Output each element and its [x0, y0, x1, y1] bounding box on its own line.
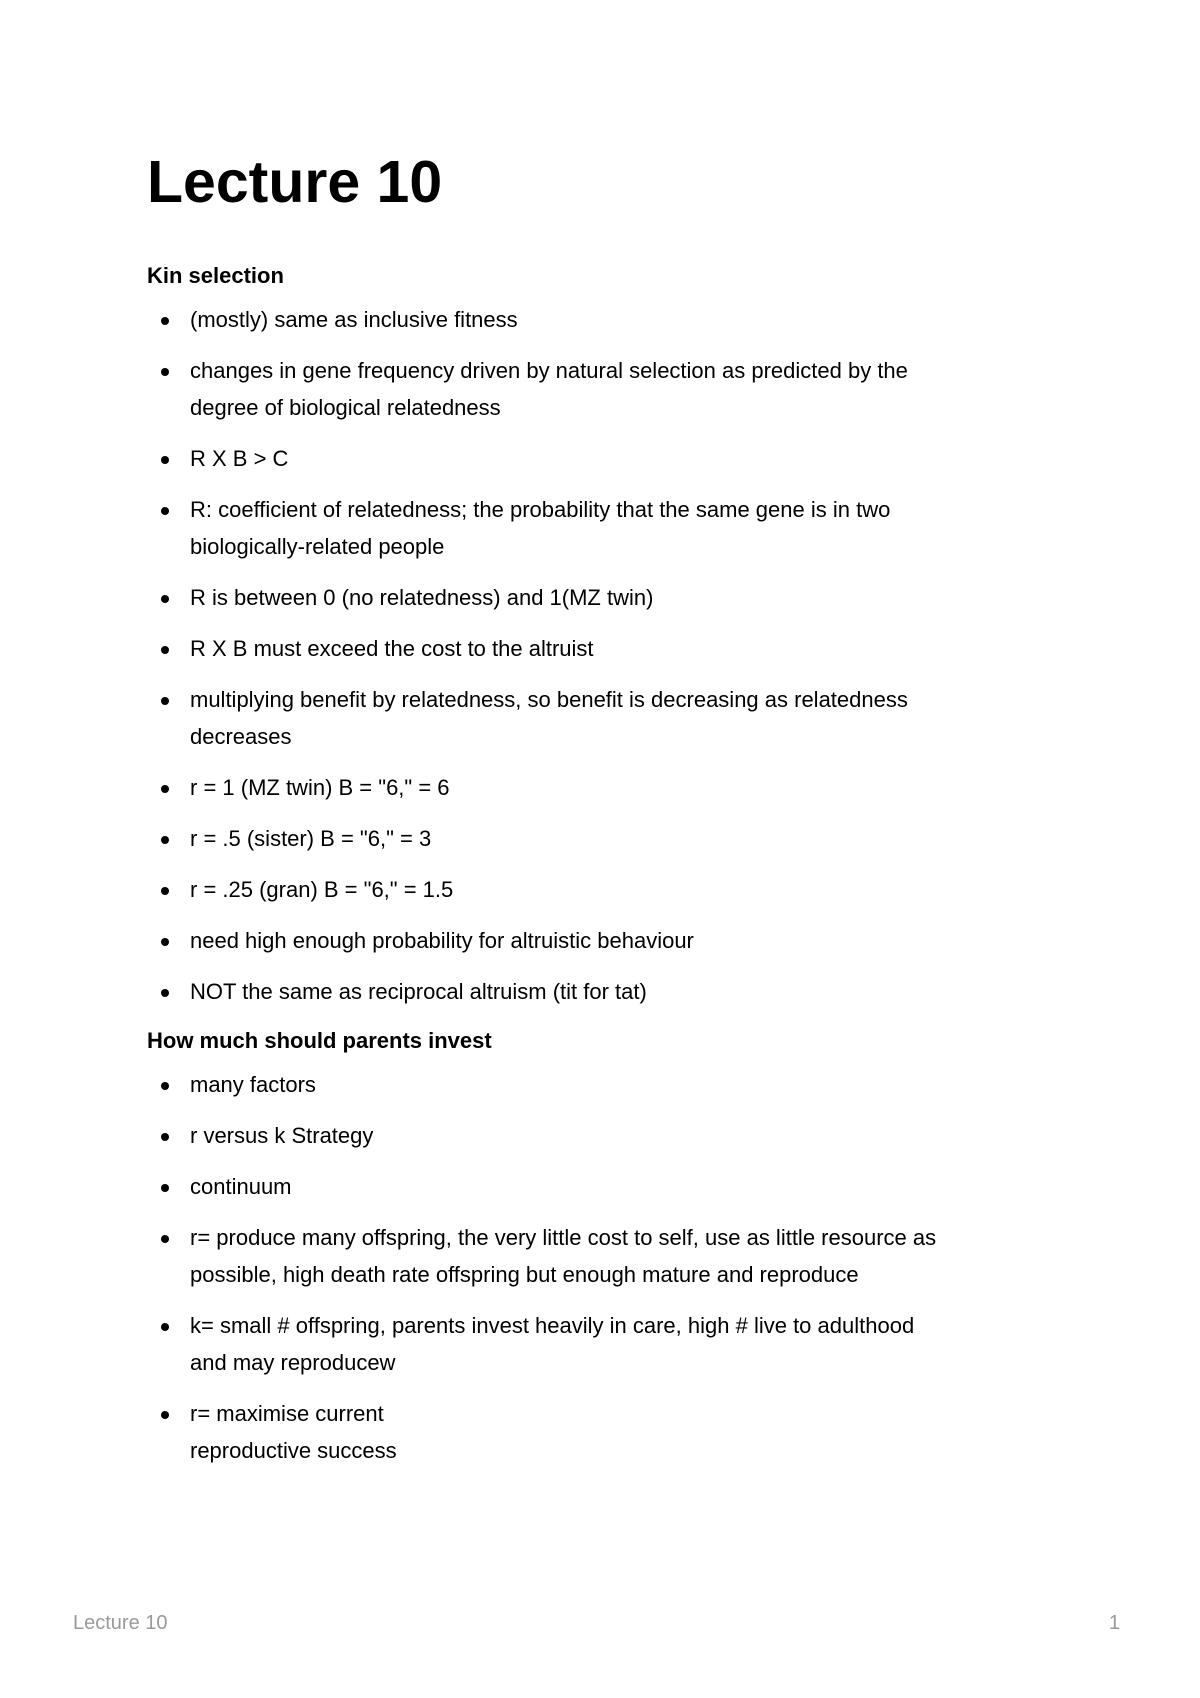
footer-page-number: 1 [1108, 1612, 1120, 1634]
list-item [147, 579, 1067, 616]
bullet-dot-icon [161, 595, 169, 603]
list-item [147, 871, 1067, 908]
list-item [147, 1395, 1067, 1469]
list-item [147, 1219, 1067, 1293]
list-item-text: multiplying benefit by relatedness, so benefit is decreasing as relatedness decreases [190, 687, 908, 749]
bullet-dot-icon [161, 368, 169, 376]
list-item-text: R is between 0 (no relatedness) and 1(MZ twin) [190, 585, 654, 610]
list-item-text: many factors [190, 1072, 316, 1097]
bullet-dot-icon [161, 456, 169, 464]
bullet-dot-icon [161, 1235, 169, 1243]
list-item-text: continuum [190, 1174, 292, 1199]
bullet-dot-icon [161, 1184, 169, 1192]
bullet-dot-icon [161, 887, 169, 895]
list-item-text: R X B > C [190, 446, 289, 471]
page-title: Lecture 10 [147, 149, 443, 215]
bullet-dot-icon [161, 317, 169, 325]
list-item [147, 1066, 1067, 1103]
list-item [147, 1307, 1067, 1381]
list-item [147, 1117, 1067, 1154]
parental-investment-list [147, 1066, 1067, 1469]
list-item [147, 973, 1067, 1010]
list-item-text: r = .5 (sister) B = "6," = 3 [190, 826, 432, 851]
list-item [147, 769, 1067, 806]
bullet-dot-icon [161, 836, 169, 844]
list-item [147, 922, 1067, 959]
bullet-dot-icon [161, 1323, 169, 1331]
list-item-text: k= small # offspring, parents invest heavily in care, high # live to adulthood and may reproducew [190, 1313, 915, 1375]
bullet-dot-icon [161, 697, 169, 705]
bullet-dot-icon [161, 507, 169, 515]
list-item [147, 352, 1067, 426]
list-item-text: r versus k Strategy [190, 1123, 374, 1148]
list-item [147, 1168, 1067, 1205]
list-item [147, 820, 1067, 857]
list-item-text: (mostly) same as inclusive fitness [190, 307, 518, 332]
list-item [147, 630, 1067, 667]
section-heading-parental-investment: How much should parents invest [147, 1028, 492, 1053]
list-item-text: r = 1 (MZ twin) B = "6," = 6 [190, 775, 450, 800]
list-item [147, 440, 1067, 477]
list-item [147, 681, 1067, 755]
list-item [147, 491, 1067, 565]
list-item-text: R: coefficient of relatedness; the probability that the same gene is in two biologically-related people [190, 497, 891, 559]
list-item [147, 301, 1067, 338]
section-heading-kin-selection: Kin selection [147, 263, 284, 288]
list-item-text: r= maximise current reproductive success [190, 1401, 397, 1463]
bullet-dot-icon [161, 1133, 169, 1141]
list-item-text: NOT the same as reciprocal altruism (tit for tat) [190, 979, 647, 1004]
bullet-dot-icon [161, 785, 169, 793]
list-item-text: r= produce many offspring, the very little cost to self, use as little resource as possible, high death rate offspring but enough mature and reproduce [190, 1225, 937, 1287]
bullet-dot-icon [161, 646, 169, 654]
list-item-text: R X B must exceed the cost to the altruist [190, 636, 594, 661]
list-item-text: need high enough probability for altruistic behaviour [190, 928, 694, 953]
list-item-text: r = .25 (gran) B = "6," = 1.5 [190, 877, 454, 902]
bullet-dot-icon [161, 1411, 169, 1419]
bullet-dot-icon [161, 938, 169, 946]
page-content [147, 148, 1067, 1483]
footer-document-title: Lecture 10 [73, 1612, 168, 1634]
list-item-text: changes in gene frequency driven by natural selection as predicted by the degree of biological relatedness [190, 358, 908, 420]
kin-selection-list [147, 301, 1067, 1010]
bullet-dot-icon [161, 989, 169, 997]
bullet-dot-icon [161, 1082, 169, 1090]
